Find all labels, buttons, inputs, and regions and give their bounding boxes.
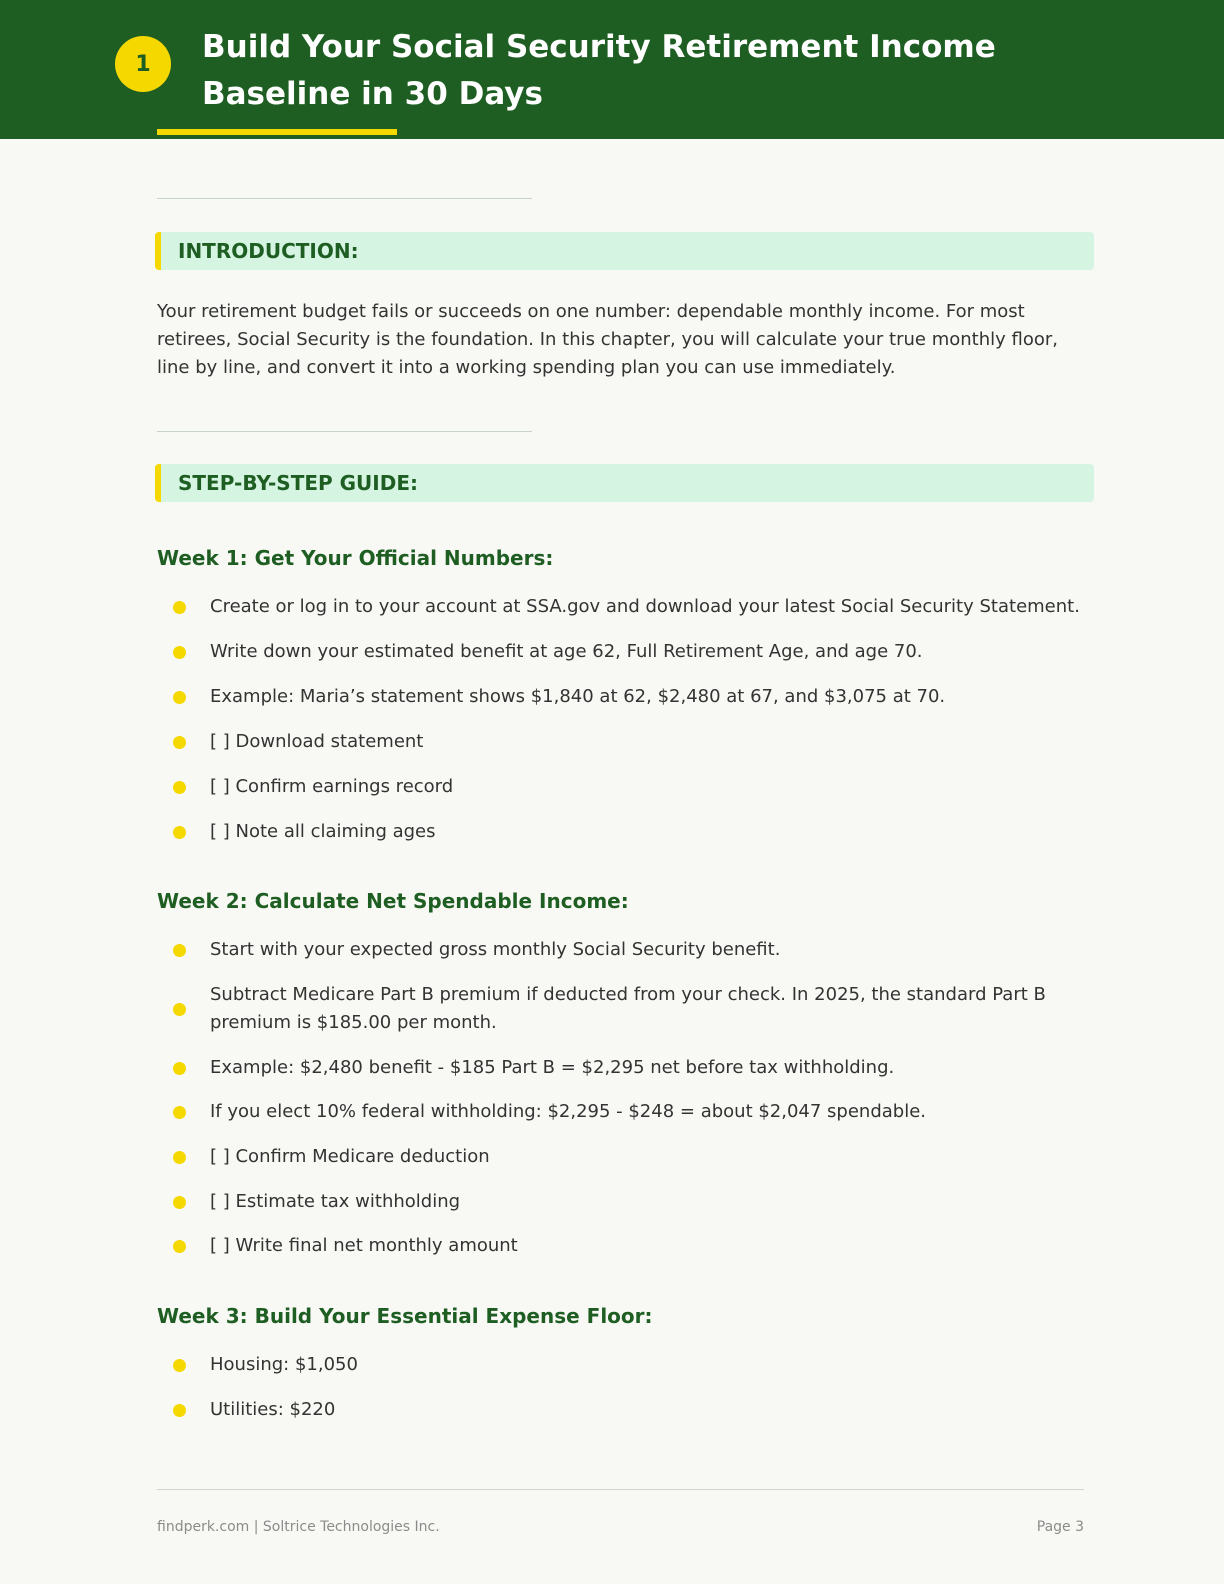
introduction-paragraph: Your retirement budget fails or succeeds on one number: dependable monthly income. For most retirees, Social Security is the foundation. In this chapter, you will calculate your true monthly floor, line by line, and convert it into a working spending plan you can use immediately. <box>157 301 1058 378</box>
bullet-dot-icon <box>173 826 186 839</box>
checklist-item: [ ] Write final net monthly amount <box>157 1232 1082 1260</box>
guide-heading: STEP-BY-STEP GUIDE: <box>178 471 418 495</box>
checklist-item: [ ] Note all claiming ages <box>157 818 1082 846</box>
bullet-dot-icon <box>173 1062 186 1075</box>
chapter-number-badge: 1 <box>115 36 171 92</box>
guide-heading-bar <box>155 464 1094 502</box>
bullet-dot-icon <box>173 781 186 794</box>
bullet-dot-icon <box>173 1404 186 1417</box>
bullet-dot-icon <box>173 1240 186 1253</box>
introduction-heading-bar <box>155 232 1094 270</box>
section-divider <box>157 198 532 199</box>
list-item: Create or log in to your account at SSA.gov and download your latest Social Security Statement. <box>157 593 1082 621</box>
bullet-dot-icon <box>173 601 186 614</box>
footer-site-credit: findperk.com | Soltrice Technologies Inc. <box>157 1519 440 1535</box>
checklist-item: [ ] Estimate tax withholding <box>157 1188 1082 1216</box>
footer-divider <box>157 1489 1084 1490</box>
chapter-title: Build Your Social Security Retirement Income Baseline in 30 Days <box>202 29 996 112</box>
bullet-dot-icon <box>173 944 186 957</box>
week-2-heading: Week 2: Calculate Net Spendable Income: <box>157 889 629 913</box>
bullet-dot-icon <box>173 646 186 659</box>
list-item: Write down your estimated benefit at age 62, Full Retirement Age, and age 70. <box>157 638 1082 666</box>
week-3-heading: Week 3: Build Your Essential Expense Floor: <box>157 1304 653 1328</box>
bullet-dot-icon <box>173 1196 186 1209</box>
list-item: Start with your expected gross monthly Social Security benefit. <box>157 936 1082 964</box>
bullet-dot-icon <box>173 1003 186 1016</box>
list-item: Utilities: $220 <box>157 1396 1082 1424</box>
section-divider <box>157 431 532 432</box>
title-underline-accent <box>157 129 397 135</box>
introduction-heading: INTRODUCTION: <box>178 239 359 263</box>
bullet-dot-icon <box>173 1151 186 1164</box>
page-number: Page 3 <box>1036 1519 1084 1535</box>
week-1-heading: Week 1: Get Your Official Numbers: <box>157 546 554 570</box>
list-item: Housing: $1,050 <box>157 1351 1082 1379</box>
checklist-item: [ ] Confirm Medicare deduction <box>157 1143 1082 1171</box>
list-item: Subtract Medicare Part B premium if deducted from your check. In 2025, the standard Part B premium is $185.00 per month. <box>157 981 1082 1037</box>
chapter-header <box>0 0 1224 139</box>
bullet-dot-icon <box>173 1106 186 1119</box>
list-item: Example: Maria’s statement shows $1,840 at 62, $2,480 at 67, and $3,075 at 70. <box>157 683 1082 711</box>
bullet-dot-icon <box>173 736 186 749</box>
checklist-item: [ ] Confirm earnings record <box>157 773 1082 801</box>
list-item: Example: $2,480 benefit - $185 Part B = $2,295 net before tax withholding. <box>157 1054 1082 1082</box>
bullet-dot-icon <box>173 691 186 704</box>
bullet-dot-icon <box>173 1359 186 1372</box>
checklist-item: [ ] Download statement <box>157 728 1082 756</box>
list-item: If you elect 10% federal withholding: $2,295 - $248 = about $2,047 spendable. <box>157 1098 1082 1126</box>
